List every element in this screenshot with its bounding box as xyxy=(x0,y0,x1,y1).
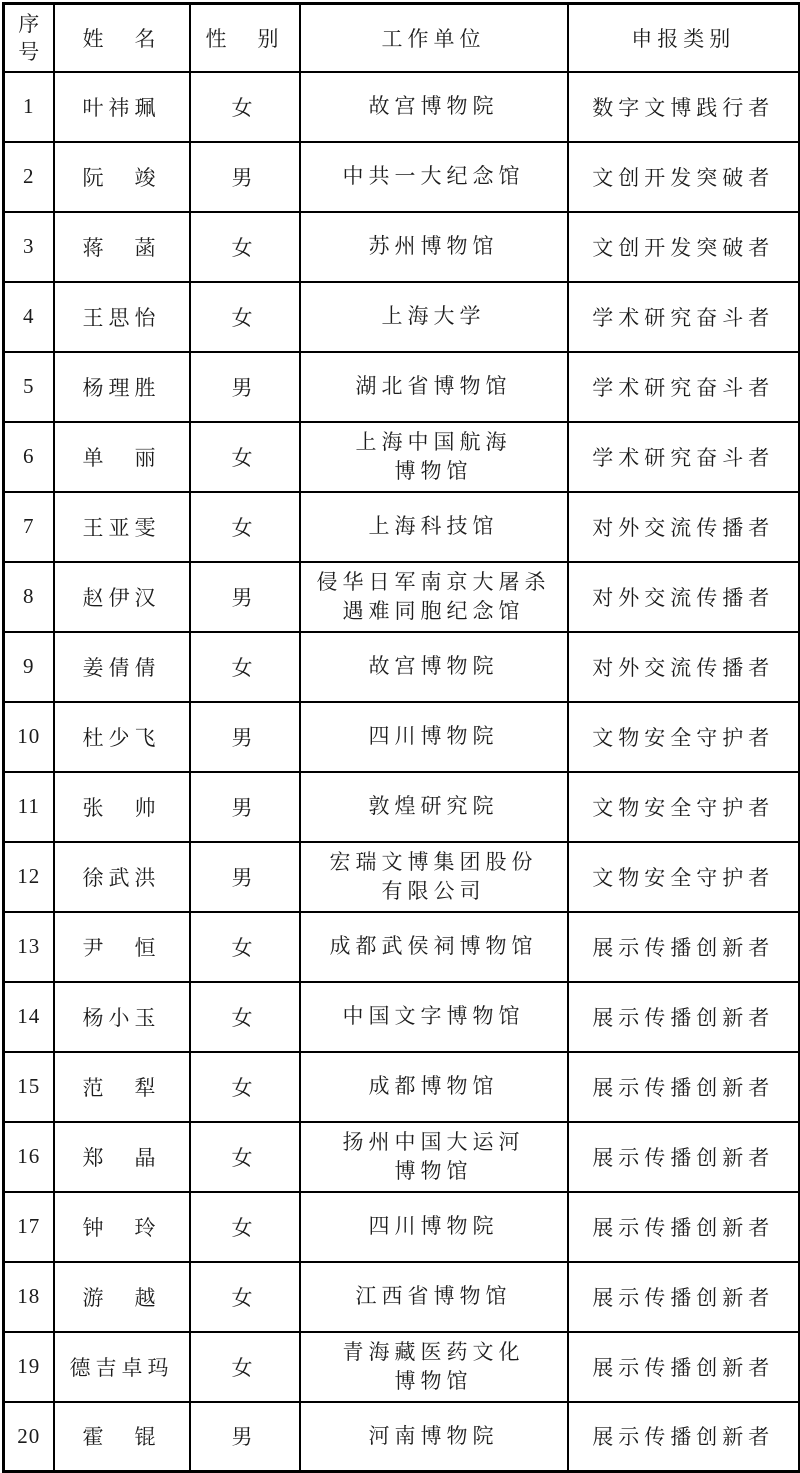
table-row xyxy=(4,632,800,702)
cell-no: 2 xyxy=(4,142,54,212)
cell-no: 6 xyxy=(4,422,54,492)
unit-line1: 河南博物院 xyxy=(368,1423,499,1448)
cell-unit xyxy=(300,422,568,492)
table-row xyxy=(4,352,800,422)
unit-line2: 博物馆 xyxy=(394,1368,473,1393)
cell-gender: 男 xyxy=(190,842,300,912)
table-row xyxy=(4,772,800,842)
col-header-no xyxy=(4,4,54,72)
col-header-no-line2: 号 xyxy=(18,39,40,64)
unit-line1: 扬州中国大运河 xyxy=(342,1129,525,1154)
cell-name: 游 越 xyxy=(54,1262,190,1332)
col-header-no-line1: 序 xyxy=(18,11,40,36)
cell-unit xyxy=(300,1262,568,1332)
unit-line2: 博物馆 xyxy=(394,458,473,483)
cell-gender: 男 xyxy=(190,702,300,772)
table-row xyxy=(4,1332,800,1402)
cell-name: 王思怡 xyxy=(54,282,190,352)
unit-line1: 侵华日军南京大屠杀 xyxy=(316,569,551,594)
cell-unit xyxy=(300,1052,568,1122)
cell-no: 11 xyxy=(4,772,54,842)
cell-category: 展示传播创新者 xyxy=(568,1332,800,1402)
cell-no: 10 xyxy=(4,702,54,772)
cell-no: 17 xyxy=(4,1192,54,1262)
cell-name: 德吉卓玛 xyxy=(54,1332,190,1402)
cell-no: 19 xyxy=(4,1332,54,1402)
cell-name: 姜倩倩 xyxy=(54,632,190,702)
table-header xyxy=(4,4,800,72)
cell-category: 学术研究奋斗者 xyxy=(568,282,800,352)
cell-category: 文创开发突破者 xyxy=(568,212,800,282)
cell-name: 郑 晶 xyxy=(54,1122,190,1192)
unit-line1: 成都博物馆 xyxy=(368,1074,499,1098)
unit-line1: 故宫博物院 xyxy=(368,654,499,678)
cell-unit xyxy=(300,492,568,562)
cell-category: 展示传播创新者 xyxy=(568,1052,800,1122)
unit-line1: 宏瑞文博集团股份 xyxy=(329,849,538,874)
cell-unit xyxy=(300,982,568,1052)
cell-unit xyxy=(300,702,568,772)
cell-unit xyxy=(300,632,568,702)
cell-name: 杨理胜 xyxy=(54,352,190,422)
applicant-roster-table xyxy=(2,2,800,1473)
col-header-unit: 工作单位 xyxy=(300,4,568,72)
table-row xyxy=(4,1402,800,1472)
cell-unit xyxy=(300,282,568,352)
cell-unit xyxy=(300,1402,568,1472)
table-row xyxy=(4,72,800,142)
cell-unit xyxy=(300,142,568,212)
table-row xyxy=(4,562,800,632)
cell-no: 9 xyxy=(4,632,54,702)
unit-line2: 遇难同胞纪念馆 xyxy=(342,598,525,623)
col-header-category: 申报类别 xyxy=(568,4,800,72)
cell-unit xyxy=(300,72,568,142)
cell-category: 展示传播创新者 xyxy=(568,912,800,982)
unit-line1: 苏州博物馆 xyxy=(368,234,499,258)
cell-no: 14 xyxy=(4,982,54,1052)
unit-line1: 四川博物院 xyxy=(368,724,499,748)
cell-gender: 女 xyxy=(190,982,300,1052)
table-row xyxy=(4,1192,800,1262)
cell-unit xyxy=(300,842,568,912)
cell-unit xyxy=(300,1122,568,1192)
cell-name: 王亚雯 xyxy=(54,492,190,562)
cell-category: 展示传播创新者 xyxy=(568,1402,800,1472)
cell-no: 7 xyxy=(4,492,54,562)
cell-name: 单 丽 xyxy=(54,422,190,492)
table-row xyxy=(4,142,800,212)
cell-category: 对外交流传播者 xyxy=(568,492,800,562)
col-header-name: 姓 名 xyxy=(54,4,190,72)
unit-line1: 江西省博物馆 xyxy=(355,1284,512,1308)
cell-gender: 女 xyxy=(190,72,300,142)
cell-gender: 女 xyxy=(190,1332,300,1402)
cell-gender: 女 xyxy=(190,1122,300,1192)
cell-category: 文物安全守护者 xyxy=(568,842,800,912)
cell-no: 15 xyxy=(4,1052,54,1122)
cell-no: 13 xyxy=(4,912,54,982)
cell-name: 叶祎珮 xyxy=(54,72,190,142)
table-row xyxy=(4,492,800,562)
cell-category: 展示传播创新者 xyxy=(568,1192,800,1262)
unit-line2: 博物馆 xyxy=(394,1158,473,1183)
cell-gender: 女 xyxy=(190,422,300,492)
cell-gender: 男 xyxy=(190,142,300,212)
cell-gender: 男 xyxy=(190,562,300,632)
header-row xyxy=(4,4,800,72)
cell-name: 杨小玉 xyxy=(54,982,190,1052)
cell-name: 张 帅 xyxy=(54,772,190,842)
cell-category: 文创开发突破者 xyxy=(568,142,800,212)
cell-no: 5 xyxy=(4,352,54,422)
cell-category: 展示传播创新者 xyxy=(568,1122,800,1192)
unit-line1: 湖北省博物馆 xyxy=(355,374,512,398)
table-row xyxy=(4,1052,800,1122)
cell-name: 尹 恒 xyxy=(54,912,190,982)
unit-line1: 中国文字博物馆 xyxy=(342,1004,525,1028)
table-row xyxy=(4,422,800,492)
cell-gender: 男 xyxy=(190,1402,300,1472)
unit-line1: 上海大学 xyxy=(381,304,486,328)
table-row xyxy=(4,282,800,352)
col-header-gender: 性 别 xyxy=(190,4,300,72)
cell-no: 20 xyxy=(4,1402,54,1472)
cell-gender: 女 xyxy=(190,492,300,562)
cell-name: 蒋 菡 xyxy=(54,212,190,282)
cell-category: 对外交流传播者 xyxy=(568,562,800,632)
table-body xyxy=(4,72,800,1472)
unit-line2: 有限公司 xyxy=(381,878,486,903)
cell-category: 学术研究奋斗者 xyxy=(568,352,800,422)
cell-name: 徐武洪 xyxy=(54,842,190,912)
unit-line1: 中共一大纪念馆 xyxy=(342,164,525,188)
cell-unit xyxy=(300,912,568,982)
cell-gender: 女 xyxy=(190,282,300,352)
cell-unit xyxy=(300,1192,568,1262)
table-row xyxy=(4,982,800,1052)
cell-gender: 女 xyxy=(190,1192,300,1262)
cell-category: 展示传播创新者 xyxy=(568,982,800,1052)
cell-category: 展示传播创新者 xyxy=(568,1262,800,1332)
cell-name: 钟 玲 xyxy=(54,1192,190,1262)
cell-category: 学术研究奋斗者 xyxy=(568,422,800,492)
cell-name: 范 犁 xyxy=(54,1052,190,1122)
cell-name: 霍 锟 xyxy=(54,1402,190,1472)
cell-name: 赵伊汉 xyxy=(54,562,190,632)
cell-unit xyxy=(300,352,568,422)
table-row xyxy=(4,1262,800,1332)
cell-no: 8 xyxy=(4,562,54,632)
cell-unit xyxy=(300,212,568,282)
cell-name: 阮 竣 xyxy=(54,142,190,212)
table-row xyxy=(4,912,800,982)
cell-unit xyxy=(300,562,568,632)
table-row xyxy=(4,842,800,912)
unit-line1: 四川博物院 xyxy=(368,1214,499,1238)
cell-gender: 女 xyxy=(190,1262,300,1332)
cell-unit xyxy=(300,772,568,842)
unit-line1: 青海藏医药文化 xyxy=(342,1339,525,1364)
cell-category: 文物安全守护者 xyxy=(568,772,800,842)
unit-line1: 故宫博物院 xyxy=(368,94,499,118)
cell-no: 12 xyxy=(4,842,54,912)
unit-line1: 敦煌研究院 xyxy=(368,794,499,818)
cell-gender: 女 xyxy=(190,912,300,982)
cell-no: 4 xyxy=(4,282,54,352)
cell-category: 文物安全守护者 xyxy=(568,702,800,772)
cell-gender: 女 xyxy=(190,1052,300,1122)
cell-category: 数字文博践行者 xyxy=(568,72,800,142)
unit-line1: 上海科技馆 xyxy=(368,514,499,538)
unit-line1: 上海中国航海 xyxy=(355,429,512,454)
table-row xyxy=(4,702,800,772)
unit-line1: 成都武侯祠博物馆 xyxy=(329,934,538,958)
cell-gender: 男 xyxy=(190,352,300,422)
cell-no: 1 xyxy=(4,72,54,142)
table-row xyxy=(4,212,800,282)
cell-gender: 女 xyxy=(190,212,300,282)
cell-unit xyxy=(300,1332,568,1402)
cell-no: 3 xyxy=(4,212,54,282)
cell-name: 杜少飞 xyxy=(54,702,190,772)
cell-no: 16 xyxy=(4,1122,54,1192)
cell-category: 对外交流传播者 xyxy=(568,632,800,702)
cell-gender: 男 xyxy=(190,772,300,842)
cell-gender: 女 xyxy=(190,632,300,702)
cell-no: 18 xyxy=(4,1262,54,1332)
table-row xyxy=(4,1122,800,1192)
